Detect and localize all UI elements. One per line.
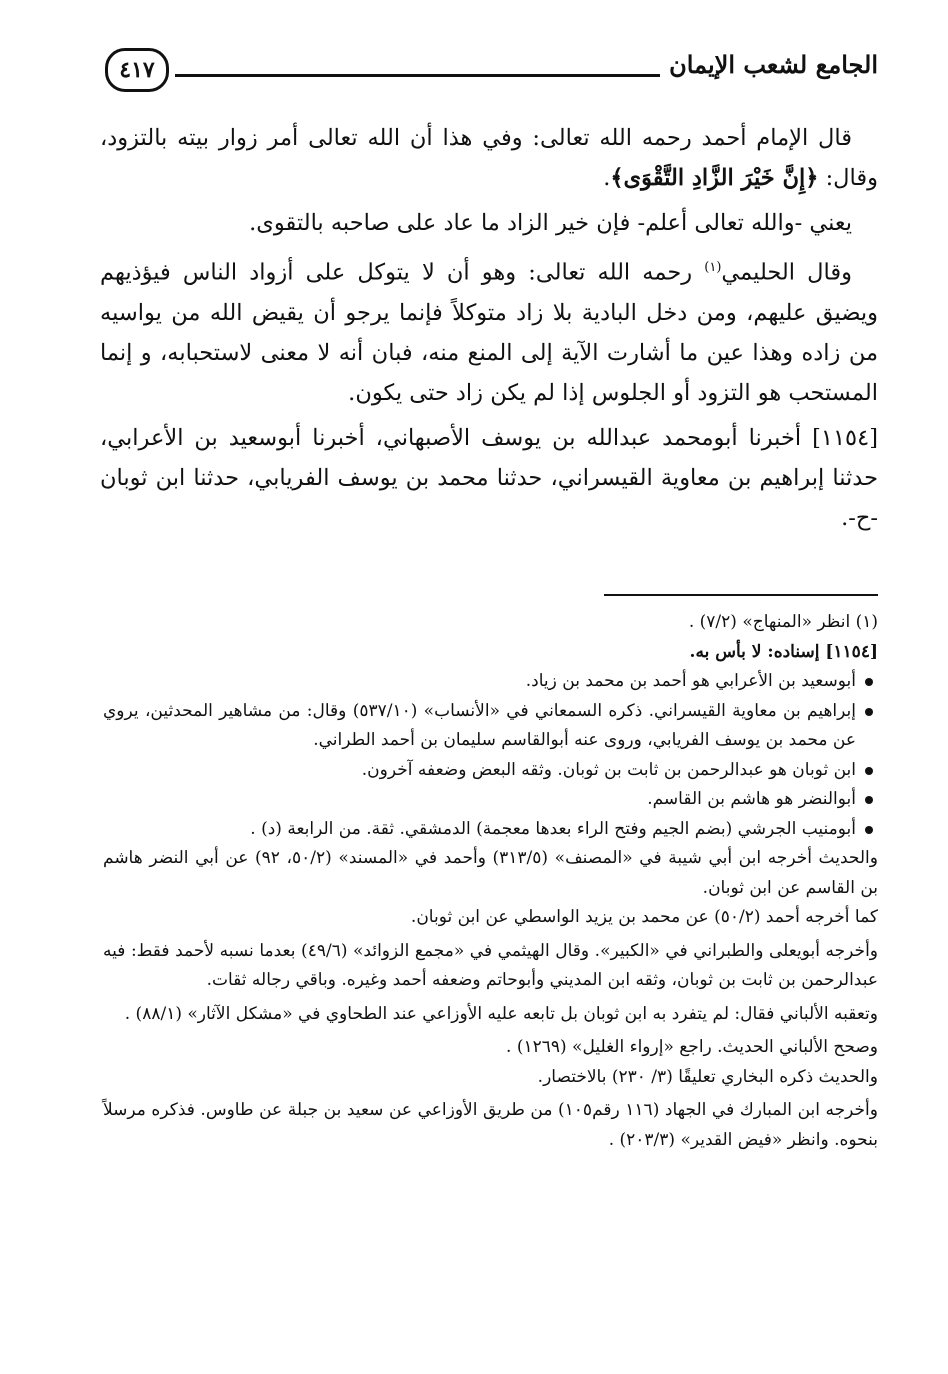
footnotes [103, 608, 878, 1155]
paragraph-text: وقال الحليمي [721, 259, 852, 286]
main-text [100, 118, 878, 543]
narrator-list [103, 667, 878, 844]
footnote-ref-1[interactable]: (١) [704, 260, 722, 275]
paragraph-imam-ahmad [100, 118, 878, 198]
list-item: أبوالنضر هو هاشم بن القاسم. [103, 785, 878, 815]
footnote-takhrij-5: وصحح الألباني الحديث. راجع «إرواء الغليل» (١٢٦٩) . [506, 1037, 878, 1057]
paragraph-text: . [603, 165, 611, 191]
book-title: الجامع لشعب الإيمان [669, 50, 878, 79]
list-item: أبوسعيد بن الأعرابي هو أحمد بن محمد بن زياد. [103, 667, 878, 697]
footnote-takhrij-4: وتعقبه الألباني فقال: لم يتفرد به ابن ثوبان بل تابعه عليه الأوزاعي عند الطحاوي في «مشكل الآثار» (٨٨/١) . [124, 1003, 878, 1024]
footnote-1: (١) انظر «المنهاج» (٧/٢) . [688, 612, 878, 632]
page-header [105, 40, 878, 104]
paragraph-halimi [100, 248, 878, 413]
list-item: إبراهيم بن معاوية القيسراني. ذكره السمعاني في «الأنساب» (٥٣٧/١٠) وقال: من مشاهير المحدثين، يروي عن محمد بن يوسف الفريابي، وروى عنه أبوالقاسم سليمان بن أحمد الطراني. [103, 697, 878, 756]
quran-verse: ﴿إِنَّ خَيْرَ الزَّادِ التَّقْوَى﴾ [610, 165, 819, 191]
footnote-takhrij-3: وأخرجه أبويعلى والطبراني في «الكبير». وقال الهيثمي في «مجمع الزوائد» (٤٩/٦) بعدما نسبه لأحمد فقط: فيه عبدالرحمن بن ثابت بن ثوبان، وثقه ابن المديني وأبوحاتم وضعفه أحمد وغيره. وباقي رجاله ثقات. [103, 940, 878, 990]
paragraph-hadith-1154: [١١٥٤] أخبرنا أبومحمد عبدالله بن يوسف الأصبهاني، أخبرنا أبوسعيد بن الأعرابي، حدثنا إبراهيم بن معاوية القيسراني، حدثنا محمد بن يوسف الفريابي، حدثنا ابن ثوبان -ح-. [100, 424, 878, 531]
paragraph-text: قال الإمام أحمد رحمه الله تعالى: وفي هذا أن الله تعالى أمر زوار بيته بالتزود، وقال: [100, 125, 878, 191]
footnote-takhrij-2: كما أخرجه أحمد (٥٠/٢) عن محمد بن يزيد الواسطي عن ابن ثوبان. [410, 907, 878, 927]
page-number-badge: ٤١٧ [105, 48, 169, 92]
footnote-chain-1154: [١١٥٤] إسناده: لا بأس به. [689, 641, 878, 662]
footnote-takhrij-6: والحديث ذكره البخاري تعليقًا (٣/ ٢٣٠) بالاختصار. [537, 1066, 878, 1087]
paragraph-explanation: يعني -والله تعالى أعلم- فإن خير الزاد ما عاد على صاحبه بالتقوى. [249, 210, 852, 236]
header-rule [175, 74, 660, 77]
list-item: أبومنيب الجرشي (بضم الجيم وفتح الراء بعدها معجمة) الدمشقي. ثقة. من الرابعة (د) . [103, 815, 878, 845]
list-item: ابن ثوبان هو عبدالرحمن بن ثابت بن ثوبان. وثقه البعض وضعفه آخرون. [103, 756, 878, 786]
footnote-takhrij-1: والحديث أخرجه ابن أبي شيبة في «المصنف» (٣١٣/٥) وأحمد في «المسند» (٥٠/٢، ٩٢) عن أبي النضر هاشم بن القاسم عن ابن ثوبان. [103, 848, 878, 898]
footnote-takhrij-7: وأخرجه ابن المبارك في الجهاد (١١٦ رقم١٠٥) من طريق الأوزاعي عن سعيد بن جبلة عن طاوس. فذكره مرسلاً بنحوه. وانظر «فيض القدير» (٢٠٣/٣) . [103, 1100, 878, 1150]
footnote-separator [604, 594, 878, 596]
paragraph-text: رحمه الله تعالى: وهو أن لا يتوكل على أزواد الناس فيؤذيهم ويضيق عليهم، ومن دخل البادية بلا زاد متوكلاً فإنما يرجو أن يقيض الله من يواسيه من زاده وهذا عين ما أشارت الآية إلى المنع منه، فبان أنه لا معنى لاستحبابه، و إنما المستحب هو التزود أو الجلوس إذا لم يكن زاد حتى يكون. [100, 259, 878, 406]
